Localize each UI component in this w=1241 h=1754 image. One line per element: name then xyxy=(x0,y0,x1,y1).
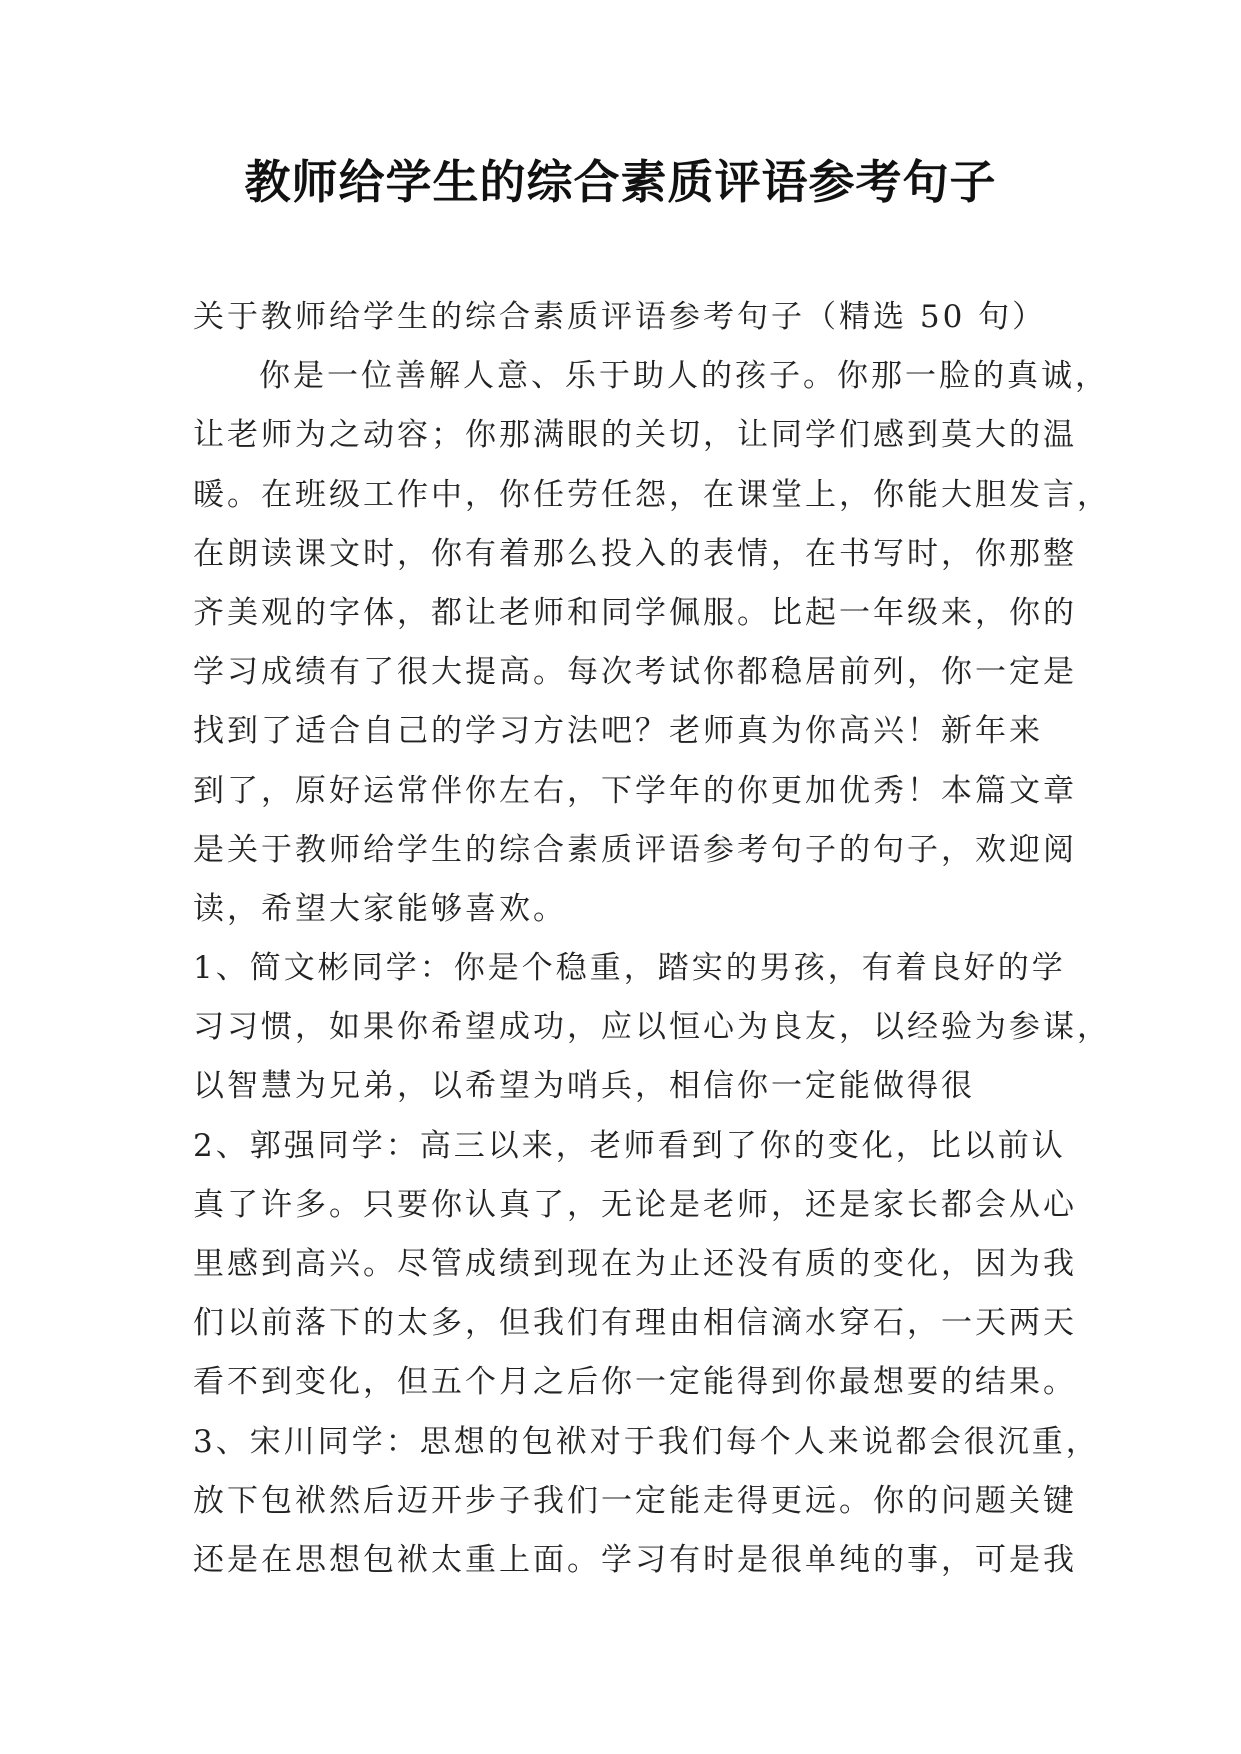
comment-2-line: 看不到变化，但五个月之后你一定能得到你最想要的结果。 xyxy=(193,1364,1077,1401)
comment-3-line: 放下包袱然后迈开步子我们一定能走得更远。你的问题关键 xyxy=(193,1482,1077,1519)
paragraph-line: 你是一位善解人意、乐于助人的孩子。你那一脸的真诚， xyxy=(259,358,1109,395)
paragraph-line: 到了，原好运常伴你左右，下学年的你更加优秀！本篇文章 xyxy=(193,772,1077,809)
comment-1-line: 1、简文彬同学：你是个稳重，踏实的男孩，有着良好的学 xyxy=(193,950,1066,987)
comment-2-line: 里感到高兴。尽管成绩到现在为止还没有质的变化，因为我 xyxy=(193,1246,1077,1282)
comment-1-line: 习习惯，如果你希望成功，应以恒心为良友，以经验为参谋， xyxy=(193,1009,1111,1046)
comment-2-line: 真了许多。只要你认真了，无论是老师，还是家长都会从心 xyxy=(193,1186,1077,1223)
paragraph-line: 暖。在班级工作中，你任劳任怨，在课堂上，你能大胆发言， xyxy=(193,476,1111,513)
comment-3-line: 还是在思想包袱太重上面。学习有时是很单纯的事，可是我 xyxy=(193,1541,1077,1578)
paragraph-line: 齐美观的字体，都让老师和同学佩服。比起一年级来，你的 xyxy=(193,594,1077,631)
comment-3-line: 3、宋川同学：思想的包袱对于我们每个人来说都会很沉重， xyxy=(193,1423,1100,1460)
paragraph-line: 找到了适合自己的学习方法吧？老师真为你高兴！新年来 xyxy=(193,713,1043,750)
intro-line: 关于教师给学生的综合素质评语参考句子（精选 50 句） xyxy=(193,299,1047,335)
document-title: 教师给学生的综合素质评语参考句子 xyxy=(244,155,997,209)
paragraph-line: 读，希望大家能够喜欢。 xyxy=(193,890,567,927)
comment-2-line: 们以前落下的太多，但我们有理由相信滴水穿石，一天两天 xyxy=(193,1305,1077,1342)
document-body xyxy=(193,288,1111,1590)
paragraph-line: 学习成绩有了很大提高。每次考试你都稳居前列，你一定是 xyxy=(193,654,1077,691)
paragraph-line: 是关于教师给学生的综合素质评语参考句子的句子，欢迎阅 xyxy=(193,831,1077,868)
paragraph-line: 让老师为之动容；你那满眼的关切，让同学们感到莫大的温 xyxy=(193,417,1077,454)
paragraph-line: 在朗读课文时，你有着那么投入的表情，在书写时，你那整 xyxy=(193,535,1077,572)
comment-2-line: 2、郭强同学：高三以来，老师看到了你的变化，比以前认 xyxy=(193,1127,1066,1164)
comment-1-line: 以智慧为兄弟，以希望为哨兵，相信你一定能做得很 xyxy=(193,1068,975,1105)
